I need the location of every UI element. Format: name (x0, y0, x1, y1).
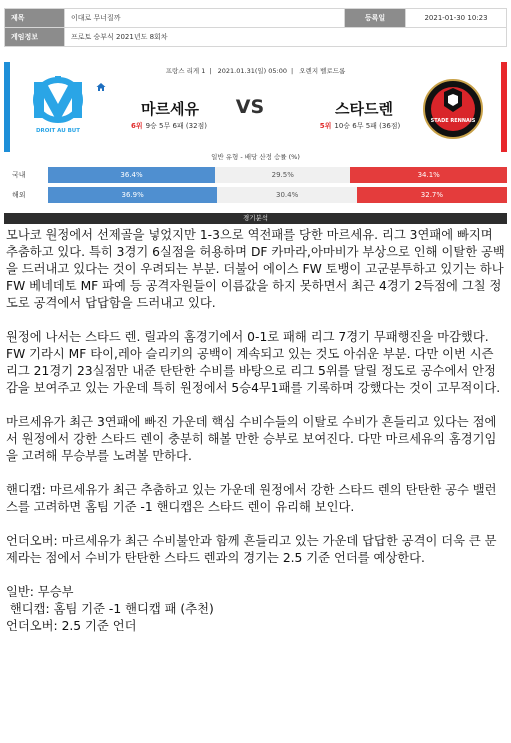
away-color-bar (501, 62, 507, 152)
ratio-bars (48, 167, 507, 183)
analysis-article (6, 227, 506, 635)
game-label: 게임정보 (5, 28, 65, 47)
away-win-segment: 32.7% (357, 187, 507, 203)
ratio-row-label: 해외 (12, 191, 26, 199)
article-paragraph: 원정에 나서는 스타드 렌. 릴과의 홈경기에서 0-1로 패해 리그 7경기 무패행진을 마감했다. FW 기라시 MF 타이,레아 슬리키의 공백이 계속되고 있는 것도 아쉬운 부분. 다만 이번 시즌 리그 21경기 23실점만 내준 탄탄한 수비를 바탕으로 리그 5위를 달릴 정도로 공수에서 안정감을 보여주고 있는 가운데 특히 원정에서 5승4무1패를 기록하며 강했다는 것이 고무적이다. (6, 330, 501, 395)
rennes-crest-caption: STADE RENNAIS (430, 118, 476, 124)
rennes-crest (422, 72, 484, 146)
article-paragraph: 모나코 원정에서 선제골을 넣었지만 1-3으로 역전패를 당한 마르세유. 리그 3연패에 빠지며 추춤하고 있다. 특히 3경기 6실점을 허용하며 DF 카마라,아마비가 부상으로 인해 이탈한 공백을 드러내고 있다는 것이 우려되는 부분. 더불어 에이스 FW 토뱅이 고군분투하고 있기는 하나 FW 베네데토 MF 파예 등 공격자원들이 이름값을 하지 못하면서 최근 4경기 2득점에 그칠 정도로 공격에서 답답함을 드러내고 있다. (6, 228, 505, 310)
marseille-crest-caption: DROIT AU BUT (35, 128, 81, 134)
home-team-name[interactable]: 마르세유 (141, 100, 199, 118)
betting-ratio (4, 152, 507, 208)
article-paragraph: 언더오버: 마르세유가 최근 수비불안과 함께 흔들리고 있는 가운데 답답한 공격이 더욱 큰 문제라는 점에서 수비가 탄탄한 스타드 렌과의 경기는 2.5 기준 언더를 예상한다. (6, 534, 497, 565)
title-value: 이대로 무너질까 (65, 9, 345, 28)
draw-segment: 30.4% (217, 187, 357, 203)
article-paragraph: 마르세유가 최근 3연패에 빠진 가운데 핵심 수비수들의 이탈로 수비가 흔들리고 있다는 점에서 원정에서 강한 스타드 렌이 충분히 해볼 만한 승부로 보여진다. 다만 마르세유의 홈경기임을 고려해 무승부를 노려볼 만하다. (6, 415, 497, 463)
home-record-text: 9승 5무 6패 (32점) (145, 122, 208, 130)
article-paragraph: 핸디캡: 마르세유가 최근 추춤하고 있는 가운데 원정에서 강한 스타드 렌의 탄탄한 공수 밸런스를 고려하면 홈팀 기준 -1 핸디캡은 스타드 렌이 유리해 보인다. (6, 483, 497, 514)
match-meta: 프랑스 리게 1 | 2021.01.31(일) 05:00 | 오렌지 벨로드롬 (165, 67, 346, 75)
away-record (290, 121, 430, 131)
marseille-crest (28, 74, 88, 144)
vs-label: VS (235, 96, 265, 118)
home-record (104, 121, 234, 131)
away-win-segment: 34.1% (350, 167, 507, 183)
ratio-bars (48, 187, 507, 203)
date-value: 2021-01-30 10:23 (406, 9, 507, 28)
match-datetime: 2021.01.31(일) 05:00 (217, 67, 287, 75)
away-team-name[interactable]: 스타드렌 (335, 100, 393, 118)
home-win-segment: 36.9% (48, 187, 217, 203)
ratio-row-overseas (4, 187, 507, 203)
home-icon (96, 82, 106, 92)
ratio-row-domestic (4, 167, 507, 183)
ratio-title: 일반 유형 - 배당 산정 승률 (%) (211, 153, 300, 161)
draw-segment: 29.5% (215, 167, 350, 183)
venue: 오렌지 벨로드롬 (299, 67, 346, 75)
date-label: 등록일 (345, 9, 406, 28)
game-value: 프로토 승부식 2021년도 8회차 (65, 28, 507, 47)
analysis-title: 경기분석 (4, 213, 507, 224)
away-rank: 5위 (319, 122, 332, 130)
title-label: 제목 (5, 9, 65, 28)
league-name: 프랑스 리게 1 (165, 67, 206, 75)
match-header (4, 62, 507, 152)
home-color-bar (4, 62, 10, 152)
summary-underover: 언더오버: 2.5 기준 언더 (6, 619, 137, 633)
home-win-segment: 36.4% (48, 167, 215, 183)
summary-handicap: 핸디캡: 홈팀 기준 -1 핸디캡 패 (추천) (6, 602, 214, 616)
info-table (4, 8, 507, 47)
home-rank: 6위 (130, 122, 143, 130)
ratio-row-label: 국내 (12, 171, 26, 179)
away-record-text: 10승 6무 5패 (36점) (334, 122, 401, 130)
summary-general: 일반: 무승부 (6, 585, 74, 599)
